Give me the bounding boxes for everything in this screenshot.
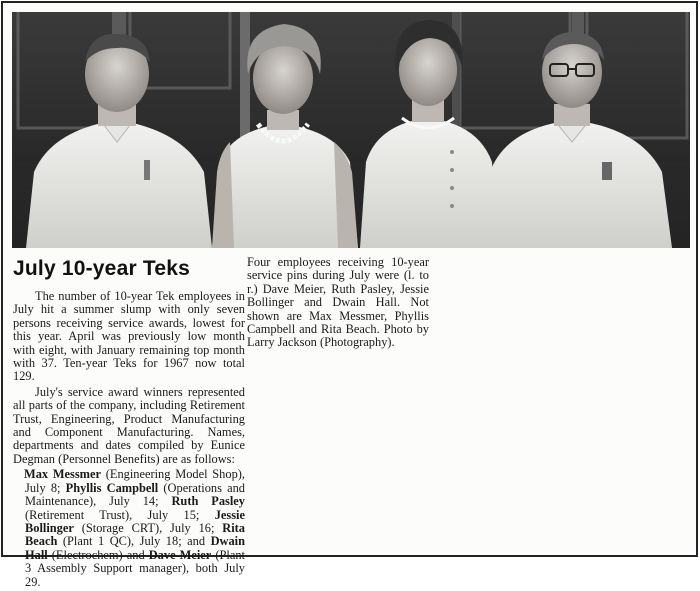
winner-detail: (Operations and Maintenance), July 14; bbox=[25, 480, 245, 509]
article-paragraph-1: The number of 10-year Tek employees in July hit a summer slump with only seven persons receiving service awards, lowest for this year. April was previously low month with eight, with January remaining top month with 37. Ten-year Teks for 1967 now total 129. bbox=[13, 289, 245, 384]
winners-list bbox=[13, 468, 245, 589]
winner-detail: (Plant 1 QC), July 18; and bbox=[57, 534, 211, 549]
winner-name: Phyllis Campbell bbox=[65, 480, 159, 495]
winner-detail: (Electrochem) and bbox=[47, 547, 149, 562]
newsletter-page bbox=[1, 1, 698, 589]
photo-caption: Four employees receiving 10-year service pins during July were (l. to r.) Dave Meier, Ruth Pasley, Jessie Bollinger and Dwain Hall. Not shown are Max Messmer, Phyllis Campbell and Rita Beach. Photo by Larry Jackson (Photography). bbox=[247, 255, 429, 350]
winner-name: Max Messmer bbox=[24, 467, 101, 482]
winner-name: Rita Beach bbox=[25, 520, 245, 549]
winner-detail: (Retirement Trust), July 15; bbox=[25, 507, 215, 522]
winner-detail: (Engineering Model Shop), July 8; bbox=[25, 467, 245, 495]
photo-illustration bbox=[12, 12, 690, 248]
article-headline: July 10-year Teks bbox=[13, 257, 190, 280]
article-paragraph-2: July's service award winners represented all parts of the company, including Retirement Trust, Engineering, Product Manufacturing and Component Manufacturing. Names, departments and dates compiled by Eunice Degman (Personnel Benefits) are as follows: bbox=[13, 384, 245, 466]
group-photo bbox=[12, 12, 690, 248]
winner-detail: (Storage CRT), July 16; bbox=[73, 520, 223, 535]
winner-detail: (Plant 3 Assembly Support manager), both July 29. bbox=[25, 547, 245, 589]
article-body bbox=[13, 290, 245, 591]
winner-name: Dave Meier bbox=[148, 547, 212, 562]
winner-name: Ruth Pasley bbox=[171, 494, 245, 509]
winner-name: Jessie Bollinger bbox=[25, 507, 245, 535]
winner-name: Dwain Hall bbox=[25, 534, 245, 562]
